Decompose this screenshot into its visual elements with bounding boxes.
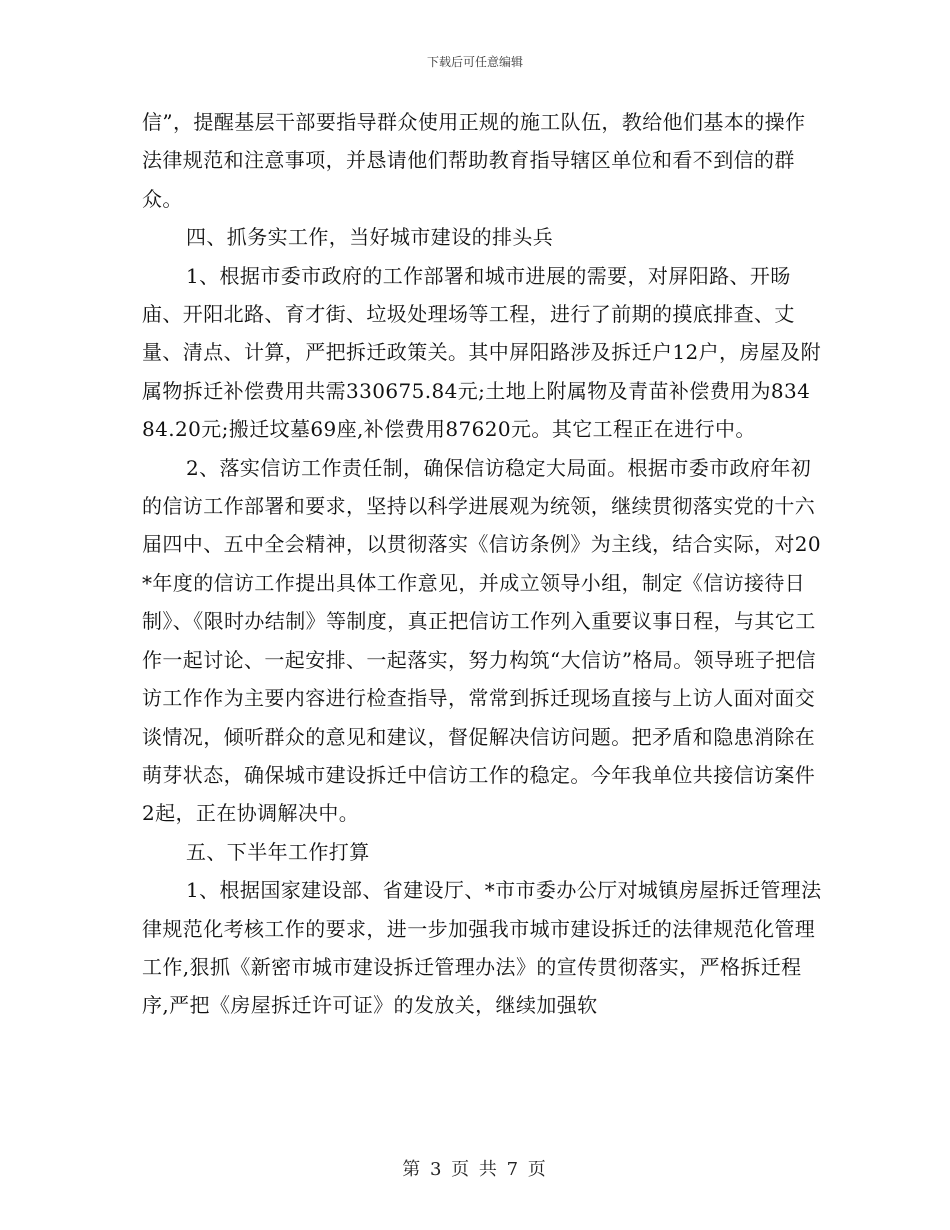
paragraph: 信”，提醒基层干部要指导群众使用正规的施工队伍，教给他们基本的操作法律规范和注意事项，并恳请他们帮助教育指导辖区单位和看不到信的群众。	[142, 110, 806, 211]
paragraph: 1、根据市委市政府的工作部署和城市进展的需要，对屏阳路、开旸庙、开阳北路、育才街、垃圾处理场等工程，进行了前期的摸底排查、丈量、清点、计算，严把拆迁政策关。其中屏阳路涉及拆迁户12户，房屋及附属物拆迁补偿费用共需330675.84元;土地上附属物及青苗补偿费用为83484.20元;搬迁坟墓69座,补偿费用87620元。其它工程正在进行中。	[142, 263, 822, 442]
paragraph: 1、根据国家建设部、省建设厅、*市市委办公厅对城镇房屋拆迁管理法律规范化考核工作的要求，进一步加强我市城市建设拆迁的法律规范化管理工作,狠抓《新密市城市建设拆迁管理办法》的宣传贯彻落实，严格拆迁程序,严把《房屋拆迁许可证》的发放关，继续加强软	[142, 878, 822, 1018]
page-number: 第 3 页 共 7 页	[402, 1159, 548, 1180]
paragraph: 2、落实信访工作责任制，确保信访稳定大局面。根据市委市政府年初的信访工作部署和要求，坚持以科学进展观为统领，继续贯彻落实党的十六届四中、五中全会精神，以贯彻落实《信访条例》为主线，结合实际，对20*年度的信访工作提出具体工作意见，并成立领导小组，制定《信访接待日制》、《限时办结制》等制度，真正把信访工作列入重要议事日程，与其它工作一起讨论、一起安排、一起落实，努力构筑“大信访”格局。领导班子把信访工作作为主要内容进行检查指导，常常到拆迁现场直接与上访人面对面交谈情况，倾听群众的意见和建议，督促解决信访问题。把矛盾和隐患消除在萌芽状态，确保城市建设拆迁中信访工作的稳定。今年我单位共接信访案件2起，正在协调解决中。	[142, 455, 822, 826]
document-body	[142, 103, 822, 1025]
header-note: 下载后可任意编辑	[426, 55, 523, 69]
section-heading: 五、下半年工作打算	[186, 839, 370, 864]
section-heading: 四、抓务实工作，当好城市建设的排头兵	[186, 225, 554, 250]
